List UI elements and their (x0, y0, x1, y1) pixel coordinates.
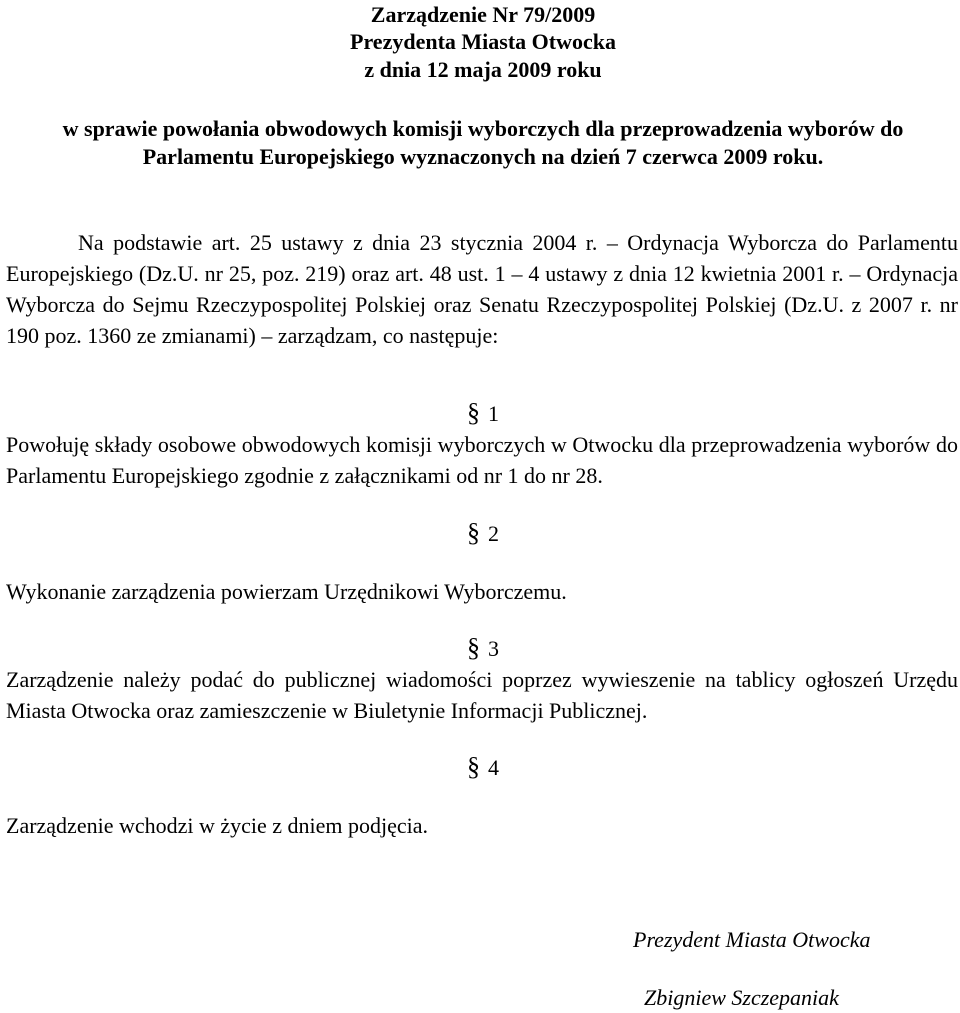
subject-line-1: w sprawie powołania obwodowych komisji wyborczych dla przeprowadzenia wyborów do (62, 116, 904, 141)
section-symbol: § (467, 633, 480, 662)
legal-basis-paragraph: Na podstawie art. 25 ustawy z dnia 23 stycznia 2004 r. – Ordynacja Wyborcza do Parlamentu Europejskiego (Dz.U. nr 25, poz. 219) oraz art. 48 ust. 1 – 4 ustawy z dnia 12 kwietnia 2001 r. – Ordynacja Wyborcza do Sejmu Rzeczypospolitej Polskiej oraz Senatu Rzeczypospolitej Polskiej (Dz.U. z 2007 r. nr 190 poz. 1360 ze zmianami) – zarządzam, co następuje: (6, 230, 958, 348)
subject-line-2: Parlamentu Europejskiego wyznaczonych na dzień 7 czerwca 2009 roku. (142, 144, 824, 169)
document-page (6, 0, 960, 1013)
signatory-name: Zbigniew Szczepaniak (644, 985, 839, 1010)
section-number: 4 (488, 755, 499, 780)
section-symbol: § (467, 752, 480, 781)
order-number-heading: Zarządzenie Nr 79/2009 (370, 2, 596, 27)
section-symbol: § (467, 398, 480, 427)
section-number: 2 (488, 521, 499, 546)
section-3-heading (6, 633, 960, 664)
section-4-text: Zarządzenie wchodzi w życie z dniem podjęcia. (6, 813, 429, 838)
section-symbol: § (467, 518, 480, 547)
section-3-text: Zarządzenie należy podać do publicznej wiadomości poprzez wywieszenie na tablicy ogłoszeń Urzędu Miasta Otwocka oraz zamieszczenie w Biuletynie Informacji Publicznej. (6, 667, 958, 723)
section-4-heading (6, 752, 960, 783)
section-number: 3 (488, 636, 499, 661)
section-1-text: Powołuję składy osobowe obwodowych komisji wyborczych w Otwocku dla przeprowadzenia wyborów do Parlamentu Europejskiego zgodnie z załącznikami od nr 1 do nr 28. (6, 432, 958, 488)
section-2-heading (6, 518, 960, 549)
signatory-title: Prezydent Miasta Otwocka (633, 927, 871, 952)
section-number: 1 (488, 401, 499, 426)
section-1-heading (6, 398, 960, 429)
date-heading: z dnia 12 maja 2009 roku (364, 57, 602, 82)
section-2-text: Wykonanie zarządzenia powierzam Urzędnikowi Wyborczemu. (6, 579, 567, 604)
issuer-heading: Prezydenta Miasta Otwocka (350, 29, 616, 54)
